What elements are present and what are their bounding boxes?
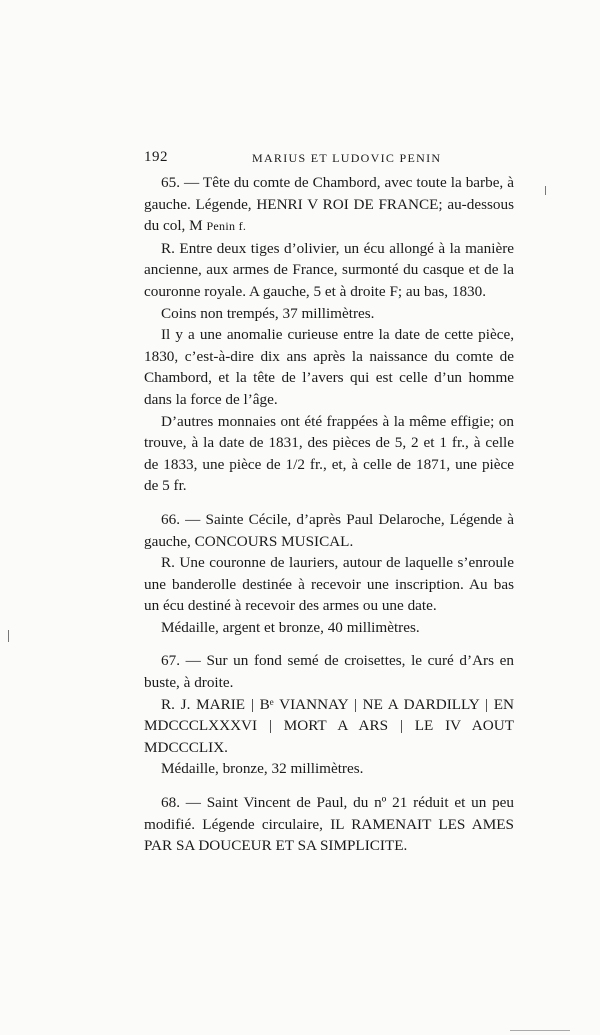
entry-paragraph: D’autres monnaies ont été frappées à la même effigie; on trouve, à la date de 1831, des pièces de 5, 2 et 1 fr., à celle de 1833, une pièce de 1/2 fr., et, à celle de 1871, une pièce de 5 fr. [144, 412, 514, 495]
entry-paragraph: Il y a une anomalie curieuse entre la date de cette pièce, 1830, c’est-à-dire dix ans après la naissance du comte de Chambord, et la tête de l’avers qui est celle d’un homme dans la force de l’âge. [144, 326, 514, 408]
entry-paragraph: R. J. MARIE | Bᵉ VIANNAY | NE A DARDILLY | EN MDCCCLXXXVI | MORT A ARS | LE IV AOUT MDCCCLIX. [144, 695, 514, 756]
entry-paragraph: R. Une couronne de lauriers, autour de laquelle s’enroule une banderolle destinée à recevoir une inscription. Au bas un écu destiné à recevoir des armes ou une date. [144, 554, 514, 615]
catalog-entry-68 [144, 792, 514, 857]
entry-paragraph: 66. — Sainte Cécile, d’après Paul Delaroche, Légende à gauche, CONCOURS MUSICAL. [144, 510, 514, 550]
scan-mark [545, 186, 546, 195]
page-header [144, 149, 514, 169]
page-body [144, 172, 514, 857]
entry-paragraph: 65. — Tête du comte de Chambord, avec toute la barbe, à gauche. Légende, HENRI V ROI DE FRANCE; au-dessous du col, M Penin f. [144, 174, 514, 235]
entry-paragraph: Coins non trempés, 37 millimètres. [161, 304, 375, 322]
entry-paragraph: Médaille, argent et bronze, 40 millimètres. [161, 618, 420, 636]
page-number: 192 [144, 149, 168, 165]
catalog-entry-66 [144, 509, 514, 639]
scan-mark [8, 630, 9, 642]
catalog-entry-67 [144, 650, 514, 780]
engraver-signature: Penin f. [206, 219, 247, 234]
entry-paragraph: 67. — Sur un fond semé de croisettes, le curé d’Ars en buste, à droite. [144, 652, 514, 692]
catalog-entry-65 [144, 172, 514, 497]
entry-paragraph: 68. — Saint Vincent de Paul, du nº 21 réduit et un peu modifié. Légende circulaire, IL RAMENAIT LES AMES PAR SA DOUCEUR ET SA SIMPLICITE. [144, 794, 514, 855]
scan-mark [510, 1030, 570, 1031]
entry-paragraph: Médaille, bronze, 32 millimètres. [161, 760, 364, 778]
entry-paragraph: R. Entre deux tiges d’olivier, un écu allongé à la manière ancienne, aux armes de France, surmonté du casque et de la couronne royale. A gauche, 5 et à droite F; au bas, 1830. [144, 239, 514, 300]
running-title: MARIUS ET LUDOVIC PENIN [252, 151, 442, 165]
